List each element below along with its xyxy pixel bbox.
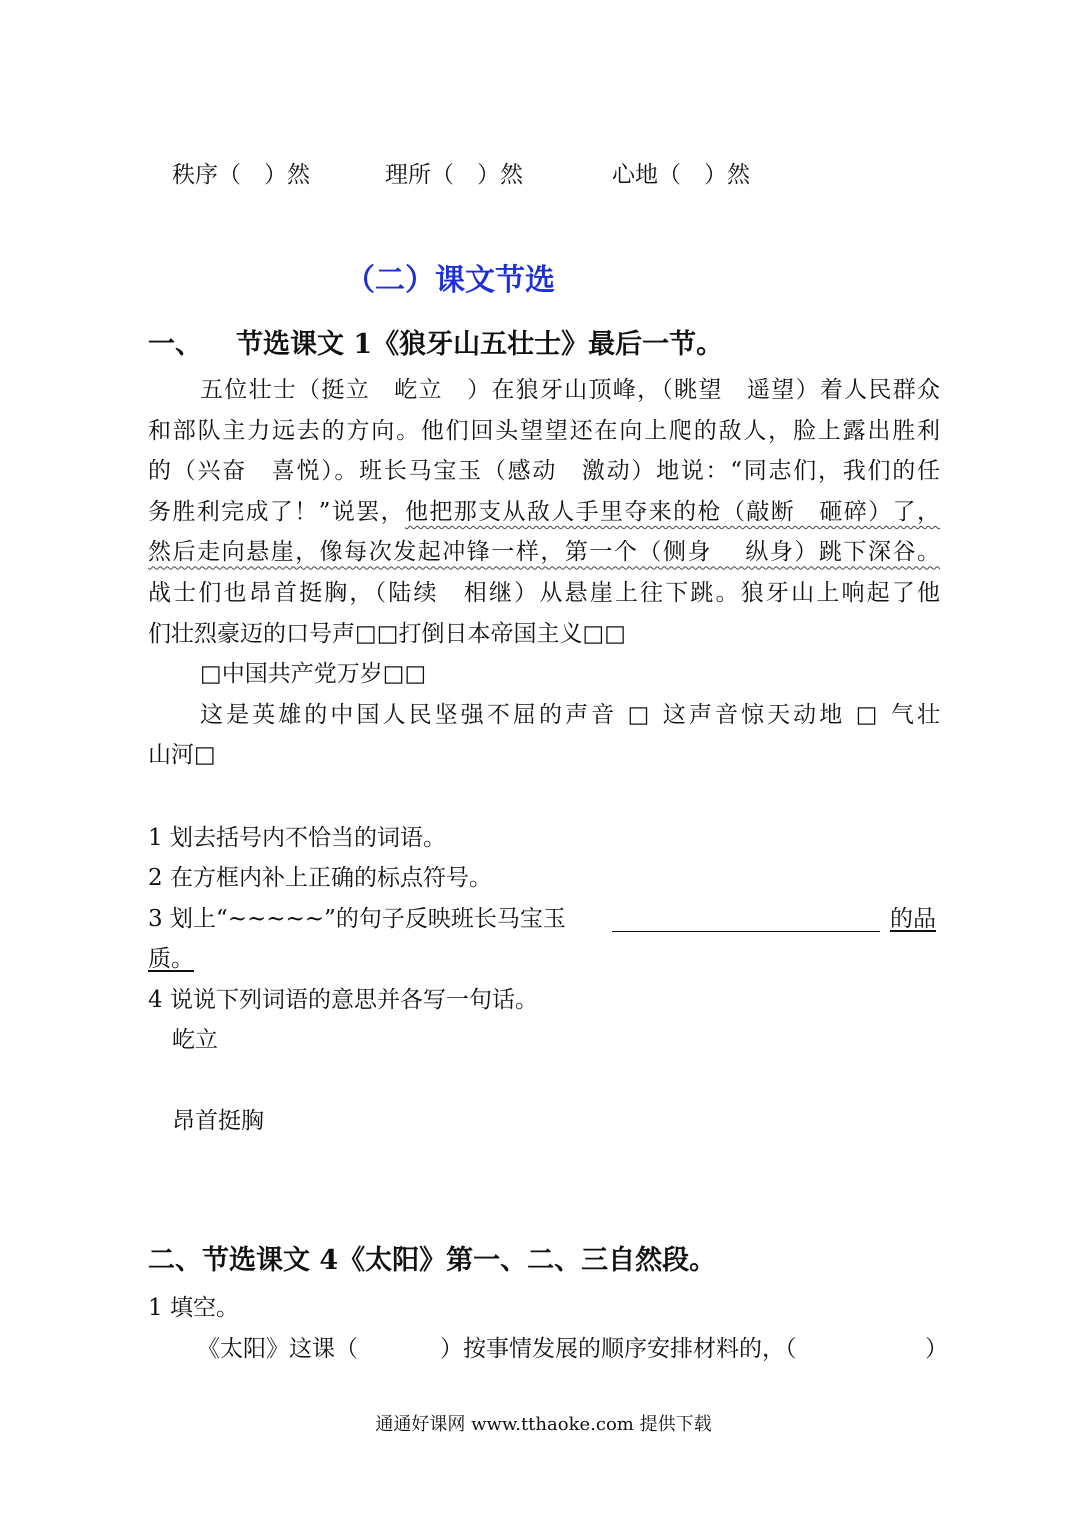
part2-fill-b: ）按事情发展的顺序安排材料的，（ bbox=[440, 1336, 797, 1362]
page-footer: 通通好课网 www.tthaoke.com 提供下载 bbox=[375, 1414, 712, 1435]
fill-word-1: 秩序（ ）然 bbox=[172, 162, 310, 188]
word-1: 屹立 bbox=[172, 1027, 218, 1053]
fill-word-3: 心地（ ）然 bbox=[612, 162, 750, 188]
part2-heading: 二、节选课文 4《太阳》第一、二、三自然段。 bbox=[148, 1245, 717, 1276]
passage-line: 这是英雄的中国人民坚强不屈的声音 □ 这声音惊天动地 □ 气壮 bbox=[200, 701, 940, 728]
part2-question-1: 1 填空。 bbox=[148, 1295, 239, 1321]
question-3-end: 质。 bbox=[148, 946, 194, 972]
passage-line: 的（兴奋 喜悦）。班长马宝玉（感动 激动）地说：“同志们，我们的任 bbox=[148, 458, 940, 485]
passage-line: 山河□ bbox=[148, 742, 216, 769]
passage-line: □中国共产党万岁□□ bbox=[200, 661, 427, 688]
part1-heading-number: 一、 bbox=[148, 329, 202, 360]
passage-text: 务胜利完成了！”说罢， bbox=[148, 498, 405, 525]
part2-fill-c: ） bbox=[925, 1336, 948, 1362]
question-3: 3 划上“~~~~~”的句子反映班长马宝玉 bbox=[148, 906, 566, 932]
passage-line-with-wavy bbox=[148, 492, 940, 533]
passage-line-wavy bbox=[148, 532, 940, 573]
passage-line: 们壮烈豪迈的口号声□□打倒日本帝国主义□□ bbox=[148, 620, 626, 647]
passage-line: 五位壮士（挺立 屹立 ）在狼牙山顶峰，（眺望 遥望）着人民群众 bbox=[200, 377, 940, 403]
word-2: 昂首挺胸 bbox=[172, 1108, 264, 1134]
wavy-underlined-sentence-part2: 然后走向悬崖，像每次发起冲锋一样，第一个（侧身 纵身）跳下深谷。 bbox=[148, 539, 940, 566]
question-1: 1 划去括号内不恰当的词语。 bbox=[148, 825, 446, 851]
question-2: 2 在方框内补上正确的标点符号。 bbox=[148, 865, 492, 891]
section-title: （二）课文节选 bbox=[345, 263, 555, 298]
wavy-underlined-sentence-part1: 他把那支从敌人手里夺来的枪（敲断 砸碎）了， bbox=[404, 498, 940, 525]
question-3-tail: 的品 bbox=[890, 906, 936, 932]
part1-heading: 节选课文 1《狼牙山五壮士》最后一节。 bbox=[236, 329, 724, 360]
passage-line: 和部队主力远去的方向。他们回头望望还在向上爬的敌人，脸上露出胜利 bbox=[148, 417, 940, 444]
fill-word-2: 理所（ ）然 bbox=[385, 162, 523, 188]
question-4: 4 说说下列词语的意思并各写一句话。 bbox=[148, 987, 538, 1013]
passage-line: 战士们也昂首挺胸，（陆续 相继）从悬崖上往下跳。狼牙山上响起了他 bbox=[148, 579, 940, 606]
passage bbox=[148, 370, 940, 776]
answer-blank-line[interactable] bbox=[612, 931, 880, 932]
part2-fill-a: 《太阳》这课（ bbox=[197, 1336, 358, 1362]
